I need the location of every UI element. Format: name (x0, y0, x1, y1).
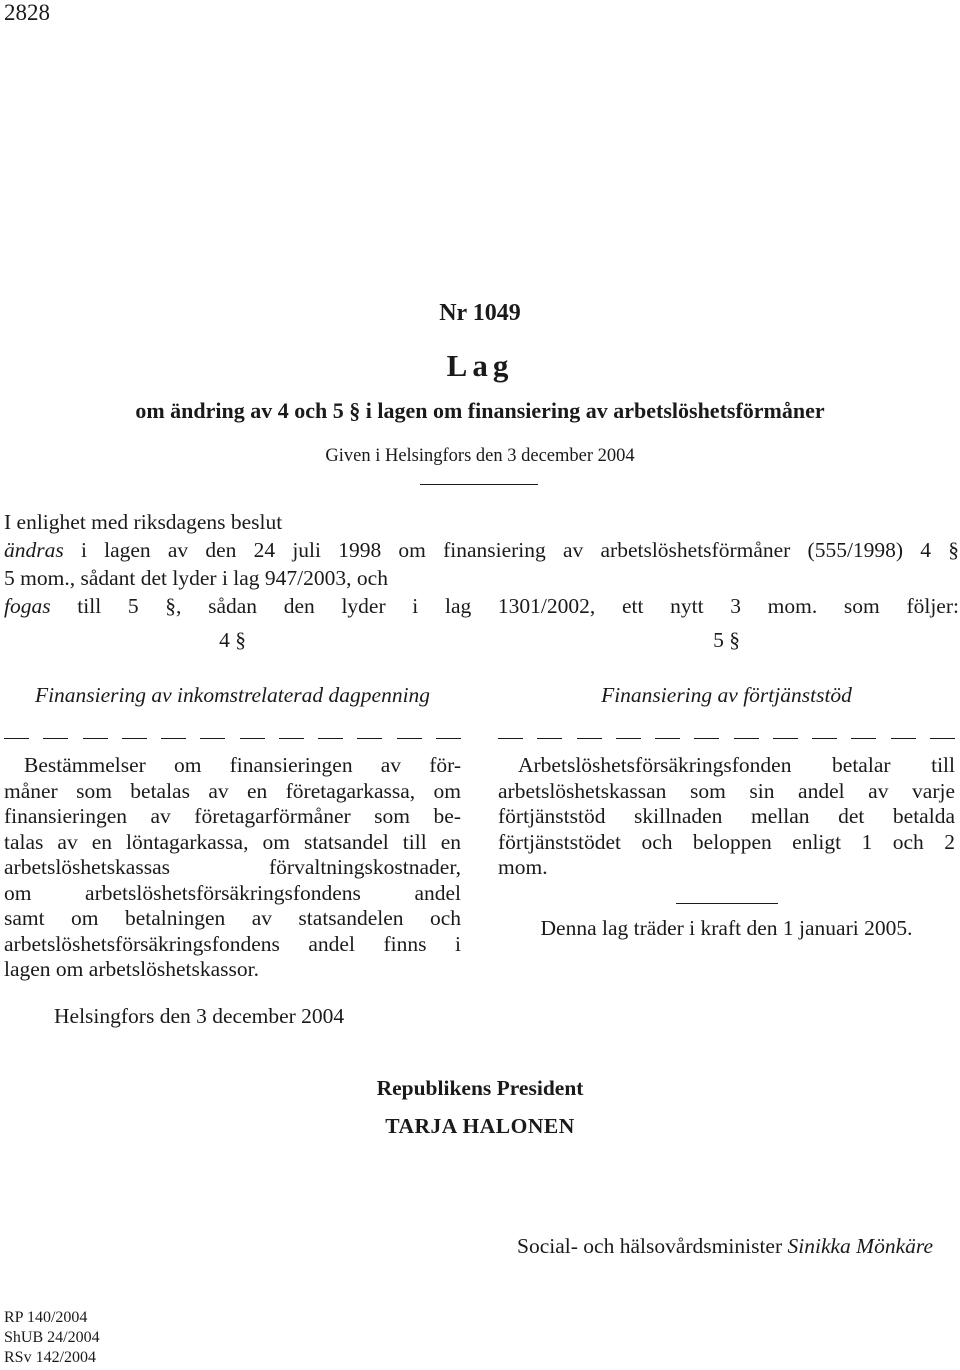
omission-dashes (4, 738, 461, 739)
omission-dashes (498, 738, 955, 739)
section-5 (498, 628, 955, 941)
section-heading: Finansiering av förtjänststöd (601, 683, 852, 707)
page-number: 2828 (4, 0, 50, 25)
section-4 (4, 628, 461, 983)
body-line: måner som betalas av en företagarkassa, om (4, 778, 461, 803)
body-line: mom. (498, 855, 548, 879)
section-number: 5 § (713, 628, 740, 652)
section-number: 4 § (219, 628, 246, 652)
law-subtitle: om ändring av 4 och 5 § i lagen om finansiering av arbetslöshetsförmåner (135, 398, 825, 423)
body-line: arbetslöshetskassas förvaltningskostnader, (4, 855, 461, 879)
minister-title: Social- och hälsovårdsminister (517, 1234, 783, 1258)
body-line: finansieringen av företagarförmåner som be- (4, 804, 461, 828)
body-line: arbetslöshetskassan som sin andel av varje (498, 778, 955, 803)
reference-item: RP 140/2004 (4, 1309, 88, 1326)
body-line: om arbetslöshetsförsäkringsfondens andel (4, 880, 461, 905)
amend-keyword: ändras (4, 538, 64, 562)
preamble-line: 5 mom., sådant det lyder i lag 947/2003, och (4, 566, 388, 590)
section-body (498, 753, 955, 881)
body-line: förtjänststödet och beloppen enligt 1 och 2 (498, 829, 955, 854)
preamble-line: fogas till 5 §, sådan den lyder i lag 1301/2002, ett nytt 3 mom. som följer: (4, 594, 959, 618)
section-heading: Finansiering av inkomstrelaterad dagpenning (34, 683, 431, 707)
body-line: arbetslöshetsförsäkringsfondens andel finns i (4, 931, 461, 956)
preamble-line: ändras i lagen av den 24 juli 1998 om finansiering av arbetslöshetsförmåner (555/1998) 4 § (4, 538, 959, 562)
effective-date: Denna lag träder i kraft den 1 januari 2005. (540, 915, 913, 940)
document-type: Lag (446, 348, 514, 383)
body-line: Arbetslöshetsförsäkringsfonden betalar till (518, 753, 955, 777)
signing-place-date: Helsingfors den 3 december 2004 (54, 1004, 345, 1028)
body-line: Bestämmelser om finansieringen av för- (24, 753, 461, 777)
body-line: lagen om arbetslöshetskassor. (4, 957, 259, 981)
reference-item: RSv 142/2004 (4, 1349, 97, 1366)
preamble (4, 508, 959, 620)
reference-list (4, 1308, 100, 1368)
preamble-line: I enlighet med riksdagens beslut (4, 510, 283, 534)
reference-item: ShUB 24/2004 (4, 1329, 100, 1346)
body-line: talas av en löntagarkassa, om statsandel till en (4, 829, 461, 854)
minister-name: Sinikka Mönkäre (787, 1234, 933, 1258)
add-keyword: fogas (4, 594, 51, 618)
body-line: samt om betalningen av statsandelen och (4, 906, 461, 930)
body-line: förtjänststöd skillnaden mellan det betalda (498, 804, 955, 828)
divider-rule (676, 903, 778, 904)
minister-signature (517, 1234, 933, 1259)
president-title: Republikens President (376, 1076, 584, 1100)
section-body (4, 753, 461, 983)
divider-rule (420, 484, 538, 485)
law-number: Nr 1049 (439, 300, 521, 326)
president-name: TARJA HALONEN (385, 1114, 575, 1138)
given-date: Given i Helsingfors den 3 december 2004 (325, 446, 635, 466)
